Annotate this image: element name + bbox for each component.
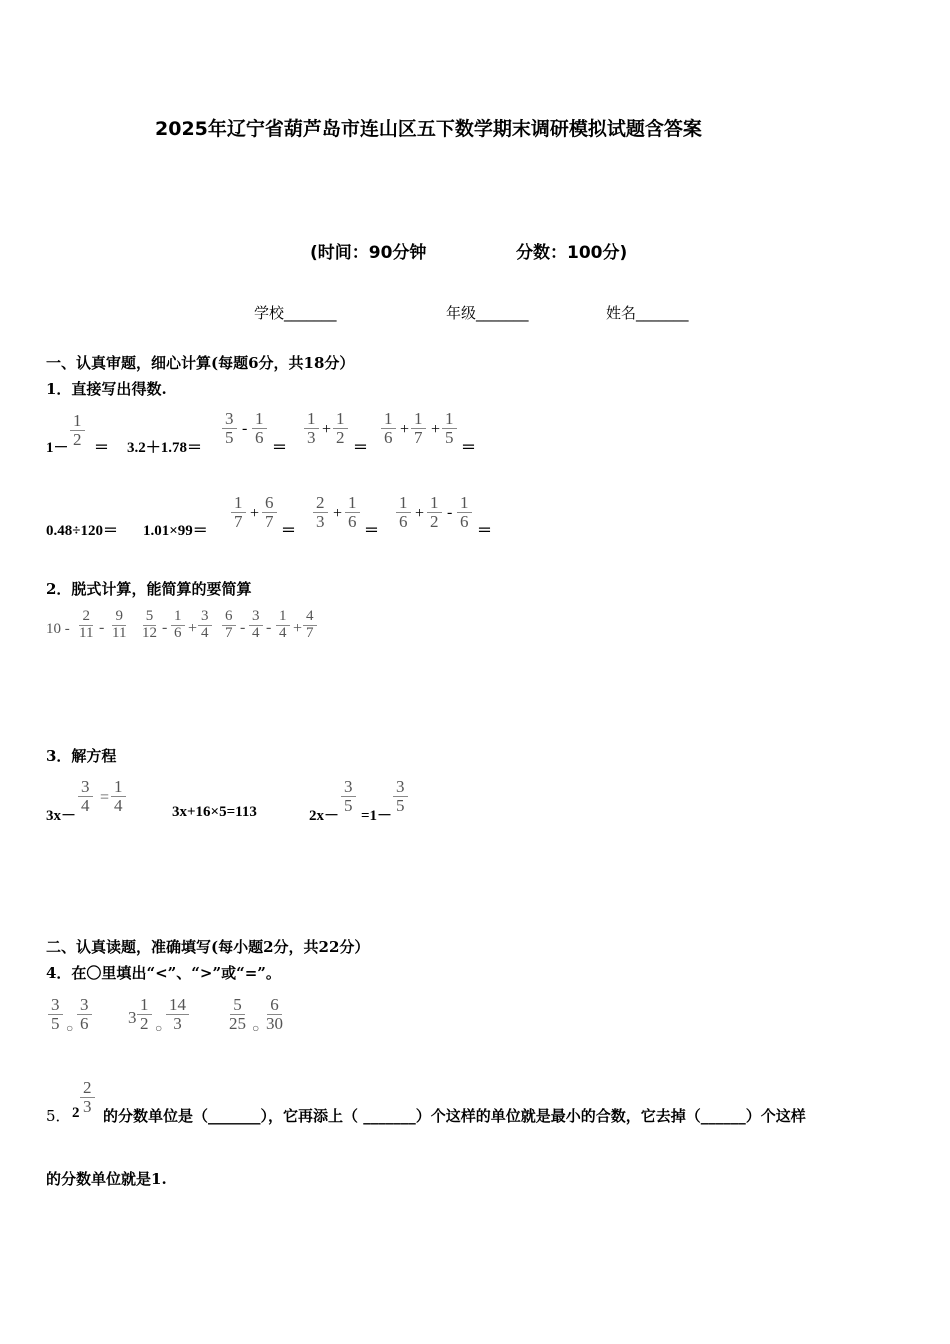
fraction: $\frac{6}{7}$: [262, 494, 277, 531]
plus: +: [250, 505, 260, 522]
equals: ＝: [364, 523, 380, 539]
score-label: 分数：100分): [516, 243, 628, 263]
fraction: $\frac{3}{4}$: [198, 609, 212, 642]
fraction: $\frac{1}{2}$: [137, 996, 152, 1033]
plus: +: [188, 620, 198, 637]
mixed-number-whole: 2: [72, 1105, 80, 1121]
fraction: $\frac{5}{25}$: [229, 995, 246, 1033]
question-5-continued: 的分数单位就是1.: [46, 1170, 167, 1188]
fraction: $\frac{6}{7}$: [222, 609, 236, 642]
section1-heading: 一、认真审题，细心计算(每题6分，共18分）: [46, 354, 355, 372]
fraction: $\frac{6}{30}$: [266, 995, 283, 1033]
fraction: $\frac{1}{6}$: [345, 494, 360, 531]
equals-sign: =: [100, 789, 110, 806]
question-3: 3．解方程: [46, 747, 117, 765]
equals: ＝: [94, 440, 110, 456]
equals: ＝: [461, 440, 477, 456]
fraction: $\frac{14}{3}$: [166, 996, 189, 1033]
grade-field: 年级_______: [446, 304, 529, 322]
equals: ＝: [477, 523, 493, 539]
page-title: 2025年辽宁省葫芦岛市连山区五下数学期末调研模拟试题含答案: [155, 118, 702, 140]
fraction: $\frac{1}{6}$: [457, 494, 472, 531]
fraction: $\frac{4}{7}$: [303, 609, 317, 642]
expr-division: 0.48÷120＝: [46, 523, 118, 539]
fraction: $\frac{1}{2}$: [427, 494, 442, 531]
expr-lead: 10 -: [46, 621, 70, 637]
fraction: $\frac{9}{11}$: [112, 608, 127, 641]
section2-heading: 二、认真读题，准确填写(每小题2分，共22分）: [46, 938, 370, 956]
fraction: $\frac{1}{2}$: [333, 410, 348, 447]
equals: ＝: [353, 440, 369, 456]
minus: -: [266, 619, 272, 636]
minus: -: [242, 420, 248, 437]
question-4: 4．在〇里填出“<”、“>”或“=”。: [46, 964, 281, 982]
minus: -: [162, 619, 168, 636]
fraction: $\frac{1}{7}$: [231, 494, 246, 531]
plus: +: [415, 505, 425, 522]
compare-circle: ○: [155, 1021, 163, 1035]
question-1: 1．直接写出得数.: [46, 380, 167, 398]
minus: -: [447, 504, 453, 521]
expr-1-prefix: 1－: [46, 440, 69, 456]
fraction: $\frac{3}{5}$: [222, 410, 237, 447]
plus: +: [400, 421, 410, 438]
fraction: $\frac{1}{3}$: [304, 410, 319, 447]
compare-circle: ○: [66, 1021, 74, 1035]
whole-number: 3: [128, 1008, 137, 1027]
question-2: 2．脱式计算，能简算的要简算: [46, 580, 252, 598]
fraction: $\frac{1}{6}$: [252, 410, 267, 447]
fraction: $\frac{3}{5}$: [48, 996, 63, 1033]
expr-2: 3.2＋1.78＝: [127, 440, 203, 456]
fraction: $\frac{1}{4}$: [111, 778, 126, 815]
fraction: $\frac{1}{2}$: [70, 412, 85, 449]
fraction: $\frac{1}{6}$: [396, 494, 411, 531]
equation-1-prefix: 3x－: [46, 808, 77, 824]
fraction: $\frac{3}{4}$: [249, 609, 263, 642]
minus: -: [99, 619, 105, 636]
question-5-number: 5．: [46, 1107, 71, 1125]
fraction: $\frac{1}{5}$: [442, 410, 457, 447]
expr-multiplication: 1.01×99＝: [143, 523, 208, 539]
plus: +: [293, 620, 303, 637]
fraction: $\frac{1}{4}$: [276, 609, 290, 642]
fraction: $\frac{1}{7}$: [411, 410, 426, 447]
question-5-text: 的分数单位是（_______），它再添上（ _______）个这样的单位就是最小的合数，它去掉（______）个这样: [103, 1107, 806, 1125]
fraction: $\frac{1}{6}$: [381, 410, 396, 447]
fraction: $\frac{1}{6}$: [171, 609, 185, 642]
fraction: $\frac{2}{3}$: [313, 494, 328, 531]
compare-circle: ○: [252, 1021, 260, 1035]
fraction: $\frac{3}{4}$: [78, 778, 93, 815]
plus: +: [431, 421, 441, 438]
equation-3-middle: =1－: [361, 808, 393, 824]
school-field: 学校_______: [254, 304, 337, 322]
plus: +: [333, 505, 343, 522]
minus: -: [240, 619, 246, 636]
time-label: (时间：90分钟: [310, 243, 427, 263]
equation-2: 3x+16×5=113: [172, 804, 257, 820]
equation-3-prefix: 2x－: [309, 808, 340, 824]
fraction: $\frac{3}{5}$: [393, 778, 408, 815]
plus: +: [322, 421, 332, 438]
fraction: $\frac{2}{3}$: [80, 1079, 95, 1116]
fraction: $\frac{3}{5}$: [341, 778, 356, 815]
equals: ＝: [272, 440, 288, 456]
fraction: $\frac{2}{11}$: [79, 608, 94, 641]
equals: ＝: [281, 523, 297, 539]
name-field: 姓名_______: [606, 304, 689, 322]
fraction: $\frac{5}{12}$: [142, 608, 157, 641]
fraction: $\frac{3}{6}$: [77, 996, 92, 1033]
